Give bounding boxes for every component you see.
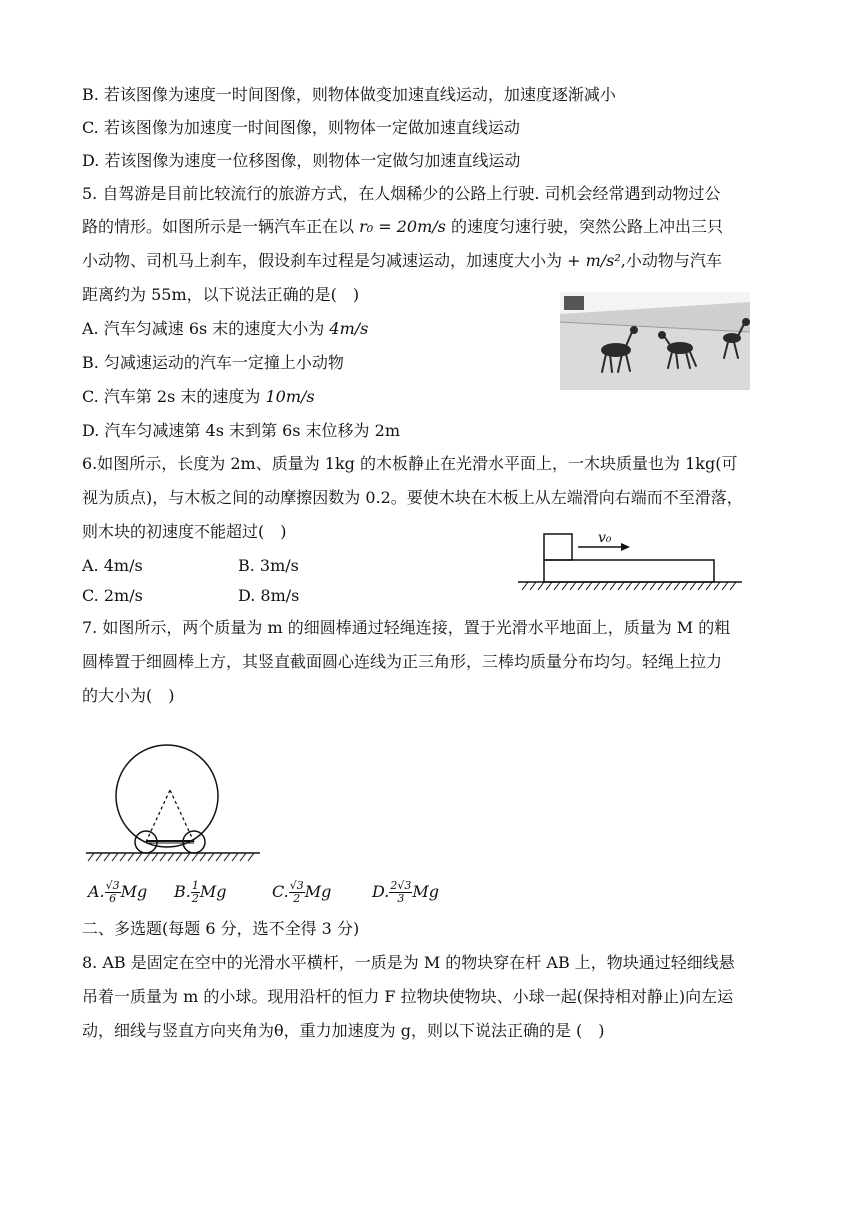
q5-text-part: 的速度匀速行驶，突然公路上冲出三只 <box>445 217 723 236</box>
frac-numerator: 2√3 <box>390 879 412 892</box>
q5-initial-speed: r₀ = 20m/s <box>359 217 446 236</box>
q5-acceleration: + m/s² <box>567 251 621 270</box>
q7-option-b <box>174 880 226 905</box>
block-on-board-diagram <box>518 528 746 602</box>
q6-stem-line3: 则木块的初速度不能超过( ) <box>82 522 287 541</box>
option-unit: Mg <box>412 882 439 901</box>
q5-stem-line3 <box>82 250 722 272</box>
q6-stem-line1: 6.如图所示，长度为 2m、质量为 1kg 的木板静止在光滑水平面上，一木块质量也为 1kg(可 <box>82 454 738 473</box>
q5-option-text: C. 汽车第 2s 末的速度为 <box>82 387 266 406</box>
option-label: B. <box>174 882 191 901</box>
q7-stem-line3: 的大小为( ) <box>82 686 175 705</box>
frac-denominator: 3 <box>397 892 405 905</box>
option-label: C. <box>272 882 289 901</box>
q6-stem-line2: 视为质点)，与木板之间的动摩擦因数为 0.2。要使木块在木板上从左端滑向右端而不至滑落， <box>82 488 743 507</box>
frac-numerator: √3 <box>105 879 120 892</box>
q5-stem-line4: 距离约为 55m，以下说法正确的是( ) <box>82 285 360 304</box>
q5-stem-line2 <box>82 216 723 238</box>
velocity-label: v₀ <box>598 530 612 546</box>
frac-numerator: √3 <box>289 879 304 892</box>
q7-stem-line1: 7. 如图所示，两个质量为 m 的细圆棒通过轻绳连接，置于光滑水平地面上，质量为 M 的粗 <box>82 618 731 637</box>
q5-text-part: 小动物、司机马上刹车，假设刹车过程是匀减速运动，加速度大小为 <box>82 251 568 270</box>
q6-option-a: A. 4m/s <box>82 556 143 575</box>
q4-option-b: B. 若该图像为速度一时间图像，则物体做变加速直线运动，加速度逐渐减小 <box>82 85 616 104</box>
q5-option-math: 4m/s <box>329 319 369 338</box>
q5-option-a <box>82 318 368 340</box>
frac-denominator: 6 <box>109 892 117 905</box>
q8-stem-line3: 动，细线与竖直方向夹角为θ，重力加速度为 g，则以下说法正确的是 ( ) <box>82 1021 605 1040</box>
q5-option-b: B. 匀减速运动的汽车一定撞上小动物 <box>82 353 344 372</box>
q6-option-d: D. 8m/s <box>238 586 300 605</box>
option-unit: Mg <box>120 882 148 901</box>
option-label: D. <box>372 882 390 901</box>
q7-stem-line2: 圆棒置于细圆棒上方，其竖直截面圆心连线为正三角形，三棒均质量分布均匀。轻绳上拉力 <box>82 652 723 671</box>
frac-denominator: 2 <box>191 892 199 905</box>
q7-option-d <box>372 880 439 905</box>
frac-denominator: 2 <box>293 892 301 905</box>
q5-option-c <box>82 386 315 408</box>
q6-option-b: B. 3m/s <box>238 556 299 575</box>
q6-option-c: C. 2m/s <box>82 586 143 605</box>
option-unit: Mg <box>199 882 227 901</box>
q4-option-d: D. 若该图像为速度一位移图像，则物体一定做匀加速直线运动 <box>82 151 521 170</box>
section-2-heading: 二、多选题(每题 6 分，选不全得 3 分) <box>82 919 360 938</box>
road-animals-photo <box>560 292 750 390</box>
q5-text-part: 路的情形。如图所示是一辆汽车正在以 <box>82 217 360 236</box>
q7-option-a <box>88 880 147 905</box>
three-rods-diagram <box>84 742 264 866</box>
q5-text-part: ,小动物与汽车 <box>620 251 722 270</box>
q5-option-text: A. 汽车匀减速 6s 末的速度大小为 <box>82 319 330 338</box>
q5-option-d: D. 汽车匀减速第 4s 末到第 6s 末位移为 2m <box>82 421 400 440</box>
q5-stem-line1: 5. 自驾游是目前比较流行的旅游方式，在人烟稀少的公路上行驶. 司机会经常遇到动物过公 <box>82 184 721 203</box>
q8-stem-line2: 吊着一质量为 m 的小球。现用沿杆的恒力 F 拉物块使物块、小球一起(保持相对静止)向左运 <box>82 987 734 1006</box>
q4-option-c: C. 若该图像为加速度一时间图像，则物体一定做加速直线运动 <box>82 118 520 137</box>
frac-numerator: 1 <box>191 879 199 892</box>
q5-option-math: 10m/s <box>265 387 315 406</box>
q8-stem-line1: 8. AB 是固定在空中的光滑水平横杆，一质是为 M 的物块穿在杆 AB 上，物块通过轻细线悬 <box>82 953 735 972</box>
option-label: A. <box>88 882 105 901</box>
option-unit: Mg <box>304 882 332 901</box>
q7-option-c <box>272 880 331 905</box>
